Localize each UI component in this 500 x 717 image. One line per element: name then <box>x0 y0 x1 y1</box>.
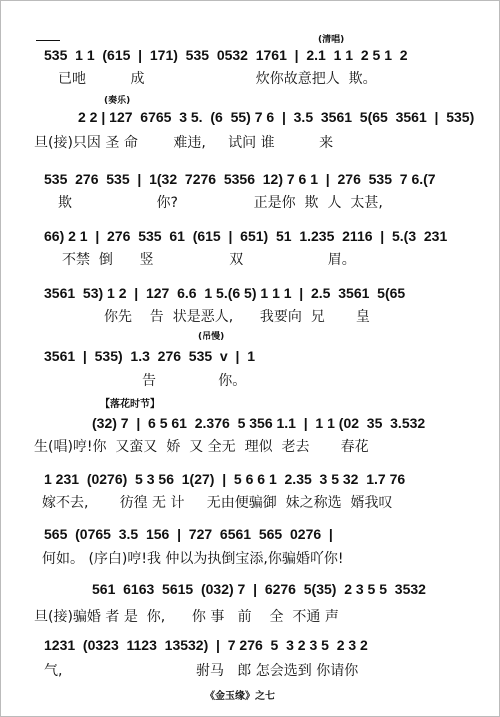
lyric-line: 已吔 成 炊你故意把人 欺。 <box>58 71 377 87</box>
opening-dash <box>36 40 60 41</box>
performance-mark: (吊慢) <box>198 332 225 342</box>
notation-line: 1231 (0323 1123 13532) | 7 276 5 3 2 3 5 2 3 2 <box>44 637 368 653</box>
section-title: 【落花时节】 <box>100 399 160 410</box>
lyric-line: 告 你。 <box>142 373 247 389</box>
lyric-line: 何如。 (序白)哼!我 仲以为执倒宝添,你骗婚吖你! <box>42 551 344 567</box>
notation-line: 66) 2 1 | 276 535 61 (615 | 651) 51 1.235 2116 | 5.(3 231 <box>44 228 448 244</box>
notation-line: 3561 | 535) 1.3 276 535 v | 1 <box>44 348 255 364</box>
lyric-line: 不禁 倒 竖 双 眉。 <box>62 252 356 268</box>
lyric-line: 旦(接)骗婚 者 是 你, 你 事 前 全 不通 声 <box>34 609 339 625</box>
notation-line: 3561 53) 1 2 | 127 6.6 1 5.(6 5) 1 1 1 | 2.5 3561 5(65 <box>44 285 406 301</box>
notation-line: 2 2 | 127 6765 3 5. (6 55) 7 6 | 3.5 3561 5(65 3561 | 535) <box>78 109 475 125</box>
notation-line: (32) 7 | 6 5 61 2.376 5 356 1.1 | 1 1 (02 35 3.532 <box>92 415 426 431</box>
notation-line: 535 276 535 | 1(32 7276 5356 12) 7 6 1 | 276 535 7 6.(7 <box>44 171 436 187</box>
page-footer: 《金玉缘》之七 <box>205 691 275 702</box>
lyric-line: 气, 驸马 郎 怎会选到 你请你 <box>44 663 359 679</box>
lyric-line: 嫁不去, 彷徨 无 计 无由便骗御 妹之称选 婿我叹 <box>42 495 393 511</box>
lyric-line: 生(唱)哼!你 又蛮又 娇 又 全无 理似 老去 春花 <box>34 439 369 455</box>
notation-line: 1 231 (0276) 5 3 56 1(27) | 5 6 6 1 2.35 3 5 32 1.7 76 <box>44 471 406 487</box>
notation-line: 561 6163 5615 (032) 7 | 6276 5(35) 2 3 5 5 3532 <box>92 581 426 597</box>
performance-mark: (奏乐) <box>104 96 131 106</box>
performance-mark: (清唱) <box>318 35 345 45</box>
notation-line: 535 1 1 (615 | 171) 535 0532 1761 | 2.1 1 1 2 5 1 2 <box>44 47 408 63</box>
lyric-line: 你先 告 状是恶人, 我要向 兄 皇 <box>104 309 370 325</box>
notation-line: 565 (0765 3.5 156 | 727 6561 565 0276 | <box>44 526 333 542</box>
lyric-line: 欺 你? 正是你 欺 人 太甚, <box>58 195 383 211</box>
lyric-line: 旦(接)只因 圣 命 难违, 试问 谁 来 <box>34 135 334 151</box>
